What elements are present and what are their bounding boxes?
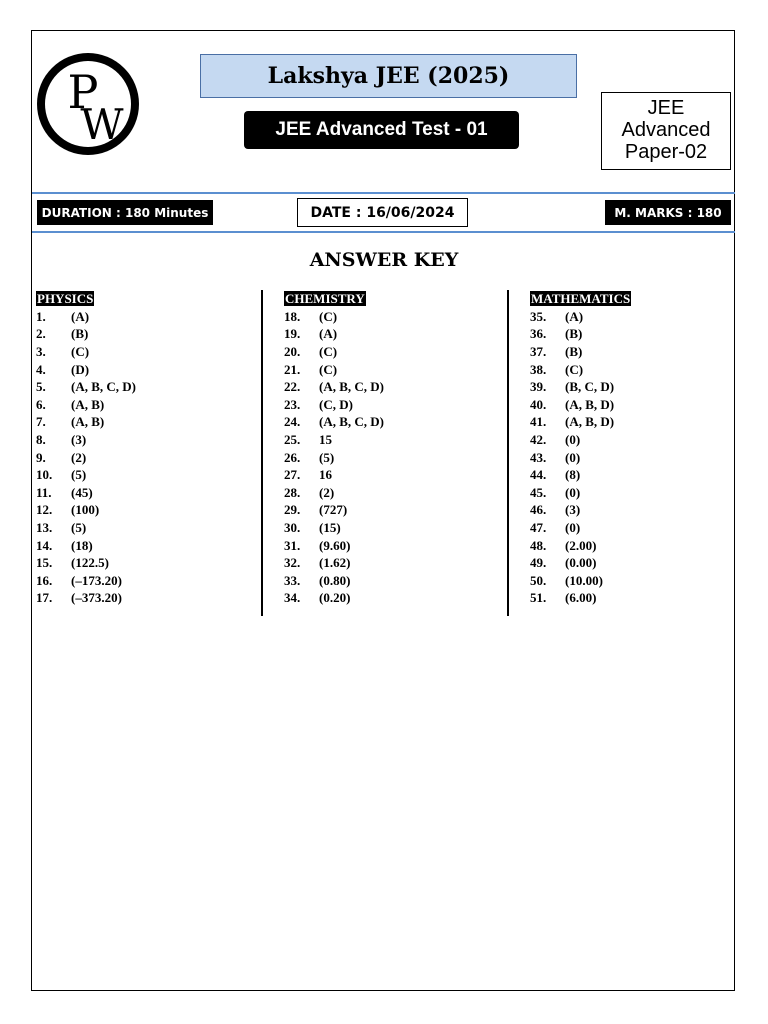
answer-value: (18): [71, 537, 93, 553]
question-number: 14.: [36, 537, 53, 553]
answer-row: [530, 326, 750, 344]
question-number: 30.: [284, 519, 301, 535]
question-number: 48.: [530, 537, 547, 553]
answer-row: [530, 343, 750, 361]
answer-row: [284, 519, 504, 537]
answer-row: [284, 378, 504, 396]
answer-row: [530, 502, 750, 520]
answer-value: (B): [565, 326, 583, 342]
question-number: 36.: [530, 326, 547, 342]
answer-value: (0): [565, 484, 581, 500]
answer-list: [530, 308, 750, 607]
answer-value: (727): [319, 502, 348, 518]
answer-value: (6.00): [565, 590, 597, 606]
answer-value: (2.00): [565, 537, 597, 553]
section-heading: CHEMISTRY: [285, 291, 365, 306]
question-number: 43.: [530, 449, 547, 465]
question-number: 3.: [36, 343, 46, 359]
question-number: 6.: [36, 396, 46, 412]
divider-bottom: [32, 231, 735, 233]
question-number: 7.: [36, 414, 46, 430]
answer-row: [530, 519, 750, 537]
answer-value: (D): [71, 361, 90, 377]
question-number: 40.: [530, 396, 547, 412]
answer-row: [284, 554, 504, 572]
answer-value: (2): [319, 484, 335, 500]
answer-value: (45): [71, 484, 93, 500]
answer-row: [530, 308, 750, 326]
answer-value: (10.00): [565, 572, 603, 588]
answer-value: (0): [565, 449, 581, 465]
question-number: 42.: [530, 431, 547, 447]
question-number: 31.: [284, 537, 301, 553]
answer-row: [284, 343, 504, 361]
answer-row: [530, 361, 750, 379]
answer-value: (5): [71, 519, 87, 535]
answer-value: (C): [319, 361, 338, 377]
answer-row: [36, 537, 256, 555]
answer-row: [530, 449, 750, 467]
answer-row: [284, 308, 504, 326]
section-heading: MATHEMATICS: [531, 291, 631, 306]
answer-value: (–173.20): [71, 572, 122, 588]
answer-value: (100): [71, 502, 100, 518]
answer-row: [284, 431, 504, 449]
question-number: 12.: [36, 502, 53, 518]
answer-value: (A): [565, 308, 584, 324]
answer-row: [284, 502, 504, 520]
question-number: 26.: [284, 449, 301, 465]
answer-row: [36, 572, 256, 590]
answer-row: [284, 590, 504, 608]
answer-value: (A, B): [71, 396, 105, 412]
question-number: 34.: [284, 590, 301, 606]
question-number: 22.: [284, 379, 301, 395]
question-number: 45.: [530, 484, 547, 500]
answer-value: (B): [71, 326, 89, 342]
answer-value: (8): [565, 467, 581, 483]
answer-value: (C): [565, 361, 584, 377]
answer-row: [284, 414, 504, 432]
answer-row: [530, 484, 750, 502]
answer-value: (B): [565, 343, 583, 359]
answer-row: [284, 466, 504, 484]
question-number: 41.: [530, 414, 547, 430]
answer-list: [284, 308, 504, 607]
answer-value: (A, B, C, D): [319, 379, 384, 395]
paper-line-1: JEE: [647, 97, 685, 119]
answer-row: [284, 484, 504, 502]
question-number: 29.: [284, 502, 301, 518]
question-number: 51.: [530, 590, 547, 606]
answer-row: [36, 414, 256, 432]
answer-row: [284, 396, 504, 414]
question-number: 25.: [284, 431, 301, 447]
answer-row: [36, 343, 256, 361]
answer-key-title: ANSWER KEY: [309, 249, 459, 271]
answer-value: (2): [71, 449, 87, 465]
pw-logo: [36, 50, 140, 160]
answer-row: [36, 502, 256, 520]
section-physics: [36, 290, 256, 607]
answer-value: (A, B, D): [565, 414, 615, 430]
answer-value: (–373.20): [71, 590, 122, 606]
answer-value: (5): [71, 467, 87, 483]
answer-row: [36, 308, 256, 326]
question-number: 46.: [530, 502, 547, 518]
question-number: 49.: [530, 555, 547, 571]
section-mathematics: [530, 290, 750, 607]
question-number: 27.: [284, 467, 301, 483]
answer-list: [36, 308, 256, 607]
answer-value: (15): [319, 519, 341, 535]
question-number: 8.: [36, 431, 46, 447]
answer-row: [36, 519, 256, 537]
question-number: 50.: [530, 572, 547, 588]
answer-row: [36, 466, 256, 484]
answer-row: [284, 537, 504, 555]
question-number: 35.: [530, 308, 547, 324]
answer-value: (A): [319, 326, 338, 342]
answer-value: (9.60): [319, 537, 351, 553]
question-number: 17.: [36, 590, 53, 606]
answer-value: (0.80): [319, 572, 351, 588]
answer-value: (A): [71, 308, 90, 324]
answer-row: [530, 466, 750, 484]
question-number: 24.: [284, 414, 301, 430]
answer-row: [284, 572, 504, 590]
question-number: 5.: [36, 379, 46, 395]
question-number: 19.: [284, 326, 301, 342]
question-number: 16.: [36, 572, 53, 588]
duration-badge: DURATION : 180 Minutes: [37, 200, 213, 225]
answer-value: (C): [71, 343, 90, 359]
svg-text:W: W: [80, 100, 124, 149]
answer-value: (C, D): [319, 396, 353, 412]
answer-row: [530, 537, 750, 555]
question-number: 21.: [284, 361, 301, 377]
answer-value: (0): [565, 519, 581, 535]
answer-value: (A, B, C, D): [319, 414, 384, 430]
question-number: 23.: [284, 396, 301, 412]
answer-row: [36, 431, 256, 449]
answer-value: (3): [71, 431, 87, 447]
answer-row: [284, 361, 504, 379]
answer-row: [36, 378, 256, 396]
answer-row: [36, 361, 256, 379]
svg-text:P: P: [67, 65, 99, 119]
question-number: 33.: [284, 572, 301, 588]
answer-row: [530, 396, 750, 414]
paper-box: [601, 92, 731, 170]
column-divider: [261, 290, 263, 616]
answer-value: (3): [565, 502, 581, 518]
question-number: 10.: [36, 467, 53, 483]
answer-row: [36, 326, 256, 344]
date-badge: DATE : 16/06/2024: [297, 198, 468, 227]
answer-row: [284, 449, 504, 467]
column-divider: [507, 290, 509, 616]
question-number: 15.: [36, 555, 53, 571]
answer-value: 15: [319, 431, 332, 447]
answer-row: [530, 431, 750, 449]
answer-value: (A, B, D): [565, 396, 615, 412]
question-number: 4.: [36, 361, 46, 377]
test-name: JEE Advanced Test - 01: [244, 111, 519, 149]
program-title: Lakshya JEE (2025): [200, 54, 577, 98]
answer-row: [36, 396, 256, 414]
answer-value: (0.20): [319, 590, 351, 606]
question-number: 47.: [530, 519, 547, 535]
answer-value: (A, B, C, D): [71, 379, 136, 395]
paper-line-2: Advanced: [621, 119, 711, 141]
answer-row: [36, 449, 256, 467]
answer-row: [36, 554, 256, 572]
marks-badge: M. MARKS : 180: [605, 200, 731, 225]
question-number: 44.: [530, 467, 547, 483]
question-number: 1.: [36, 308, 46, 324]
divider-top: [32, 192, 735, 194]
answer-row: [530, 572, 750, 590]
answer-row: [530, 378, 750, 396]
answer-row: [36, 590, 256, 608]
section-heading: PHYSICS: [37, 291, 94, 306]
answer-value: (0): [565, 431, 581, 447]
answer-value: (C): [319, 343, 338, 359]
answer-value: (0.00): [565, 555, 597, 571]
question-number: 37.: [530, 343, 547, 359]
answer-value: (A, B): [71, 414, 105, 430]
question-number: 38.: [530, 361, 547, 377]
question-number: 32.: [284, 555, 301, 571]
answer-value: (5): [319, 449, 335, 465]
answer-row: [530, 414, 750, 432]
answer-value: (122.5): [71, 555, 109, 571]
question-number: 2.: [36, 326, 46, 342]
answer-row: [36, 484, 256, 502]
paper-line-3: Paper-02: [624, 141, 708, 163]
answer-value: (C): [319, 308, 338, 324]
section-chemistry: [284, 290, 504, 607]
question-number: 28.: [284, 484, 301, 500]
question-number: 13.: [36, 519, 53, 535]
answer-row: [530, 590, 750, 608]
answer-value: (1.62): [319, 555, 351, 571]
question-number: 20.: [284, 343, 301, 359]
question-number: 18.: [284, 308, 301, 324]
question-number: 11.: [36, 484, 52, 500]
answer-value: 16: [319, 467, 332, 483]
question-number: 39.: [530, 379, 547, 395]
question-number: 9.: [36, 449, 46, 465]
answer-row: [284, 326, 504, 344]
answer-value: (B, C, D): [565, 379, 615, 395]
answer-row: [530, 554, 750, 572]
